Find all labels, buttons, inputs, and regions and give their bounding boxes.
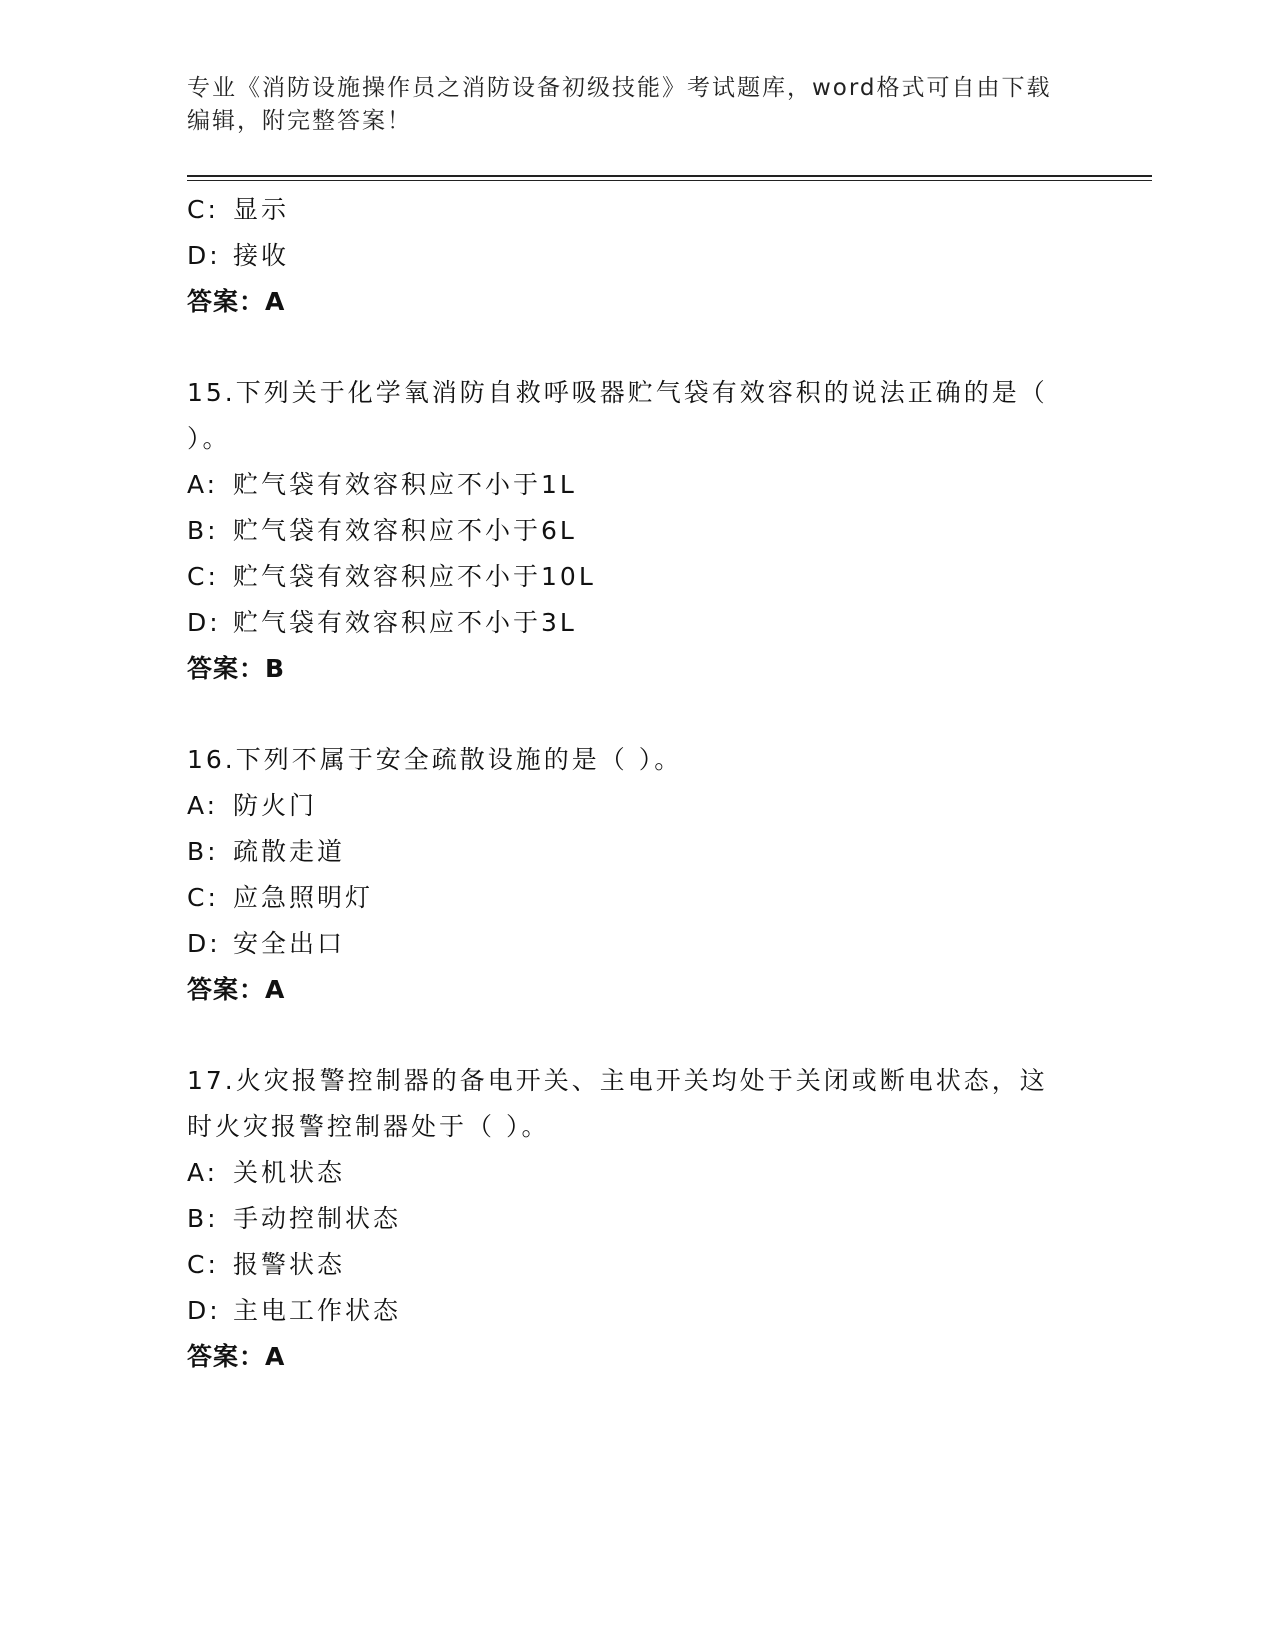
option-c xyxy=(187,875,1087,921)
option-c xyxy=(187,554,1087,600)
option-letter: C: xyxy=(187,1250,219,1279)
question-14-tail xyxy=(187,187,1087,325)
option-letter: A: xyxy=(187,1158,219,1187)
header-divider-thin xyxy=(187,180,1152,181)
spacer xyxy=(187,692,1087,737)
option-text: 应急照明灯 xyxy=(233,883,374,912)
option-text: 报警状态 xyxy=(233,1250,346,1279)
question-stem: 16.下列不属于安全疏散设施的是（ ）。 xyxy=(187,745,683,774)
option-a xyxy=(187,462,1087,508)
option-d xyxy=(187,600,1087,646)
answer-line: 答案：B xyxy=(187,654,286,683)
option-letter: C: xyxy=(187,562,219,591)
answer-line: 答案：A xyxy=(187,1342,286,1371)
option-text: 贮气袋有效容积应不小于6L xyxy=(233,516,577,545)
option-c xyxy=(187,187,1087,233)
option-text: 贮气袋有效容积应不小于1L xyxy=(233,470,577,499)
question-15 xyxy=(187,370,1087,692)
option-text: 安全出口 xyxy=(233,929,346,958)
option-b xyxy=(187,1196,1087,1242)
option-text: 疏散走道 xyxy=(233,837,346,866)
spacer xyxy=(187,325,1087,370)
option-text: 手动控制状态 xyxy=(233,1204,402,1233)
option-text: 防火门 xyxy=(233,791,318,820)
option-letter: B: xyxy=(187,837,219,866)
option-b xyxy=(187,829,1087,875)
option-d xyxy=(187,233,1087,279)
option-text: 贮气袋有效容积应不小于10L xyxy=(233,562,596,591)
option-letter: D: xyxy=(187,241,221,270)
option-letter: C: xyxy=(187,195,219,224)
question-17 xyxy=(187,1058,1087,1380)
option-a xyxy=(187,1150,1087,1196)
answer-line: 答案：A xyxy=(187,975,286,1004)
option-d xyxy=(187,921,1087,967)
option-letter: D: xyxy=(187,1296,221,1325)
spacer xyxy=(187,1013,1087,1058)
option-letter: A: xyxy=(187,470,219,499)
option-text: 关机状态 xyxy=(233,1158,346,1187)
option-b xyxy=(187,508,1087,554)
answer-line: 答案：A xyxy=(187,287,286,316)
question-16 xyxy=(187,737,1087,1013)
option-a xyxy=(187,783,1087,829)
question-stem: 15.下列关于化学氧消防自救呼吸器贮气袋有效容积的说法正确的是（ ）。 xyxy=(187,378,1048,453)
option-letter: C: xyxy=(187,883,219,912)
option-text: 主电工作状态 xyxy=(233,1296,402,1325)
option-letter: D: xyxy=(187,929,221,958)
option-letter: B: xyxy=(187,1204,219,1233)
question-stem: 17.火灾报警控制器的备电开关、主电开关均处于关闭或断电状态，这时火灾报警控制器处于（ ）。 xyxy=(187,1066,1048,1141)
option-c xyxy=(187,1242,1087,1288)
document-header: 专业《消防设施操作员之消防设备初级技能》考试题库，word格式可自由下载编辑，附完整答案！ xyxy=(187,75,1052,134)
option-letter: B: xyxy=(187,516,219,545)
option-d xyxy=(187,1288,1087,1334)
option-text: 显示 xyxy=(233,195,290,224)
header-divider xyxy=(187,175,1152,177)
option-letter: A: xyxy=(187,791,219,820)
option-text: 接收 xyxy=(233,241,290,270)
question-list xyxy=(187,187,1087,1380)
option-text: 贮气袋有效容积应不小于3L xyxy=(233,608,577,637)
option-letter: D: xyxy=(187,608,221,637)
